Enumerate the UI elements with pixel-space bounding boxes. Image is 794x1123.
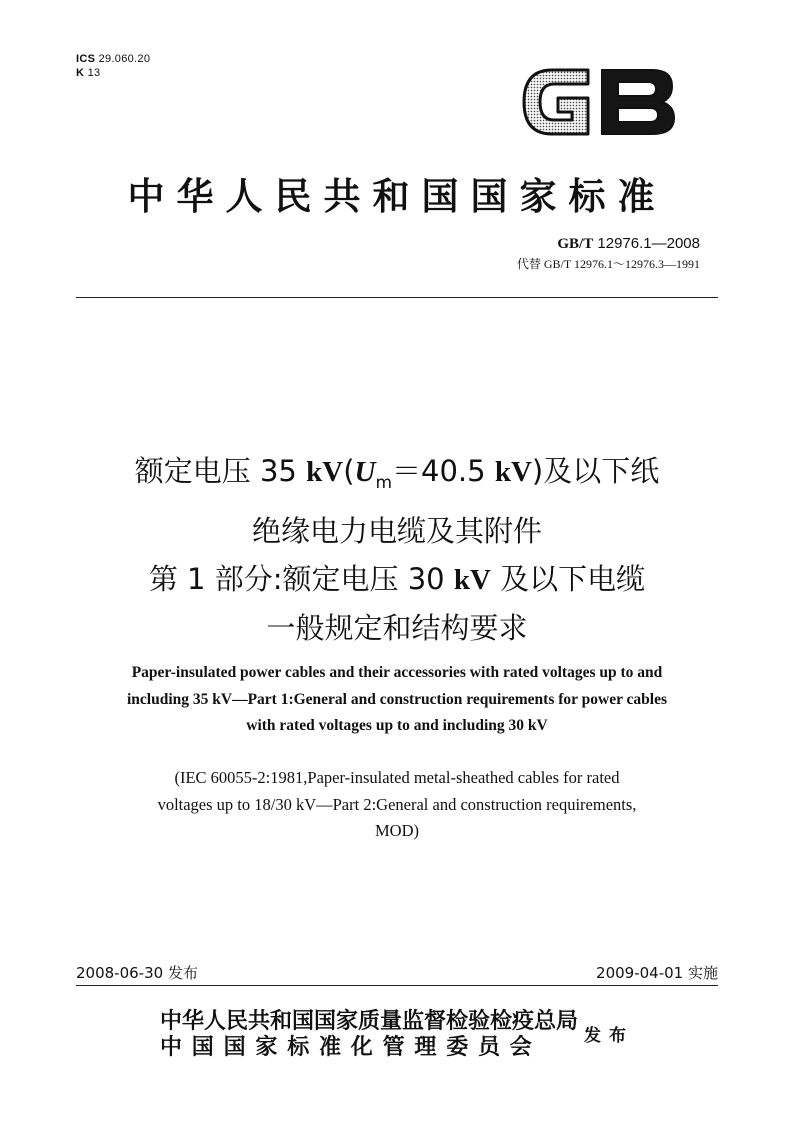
- replaces-standard: 代替 GB/T 12976.1～12976.3—1991: [516, 257, 700, 271]
- header-divider: [76, 297, 718, 298]
- english-title-line-1: Paper-insulated power cables and their accessories with rated voltages up to and: [131, 664, 663, 681]
- chinese-title-line-1: 额定电压 35 $kV(U_m=40.5$ kV)及以下纸: [134, 454, 660, 493]
- issue-date: 2008-06-30 发布: [76, 964, 198, 982]
- issuer-aqsiq: 中华人民共和国国家质量监督检验检疫总局: [160, 1008, 579, 1034]
- iec-reference-line-2: voltages up to 18/30 kV—Part 2:General and construction requirements,: [157, 794, 637, 814]
- chinese-title-line-3: 第 1 部分:额定电压 30 kV 及以下电缆: [148, 561, 646, 596]
- ccs-code: K 13: [76, 67, 101, 79]
- classification-codes: [76, 52, 150, 80]
- ics-code: ICS 29.060.20: [76, 53, 151, 65]
- iec-reference-line-1: (IEC 60055-2:1981,Paper-insulated metal-sheathed cables for rated: [174, 768, 620, 787]
- publish-label: 发布: [584, 1026, 634, 1046]
- logo-text: GB: [598, 108, 600, 109]
- issuing-authorities: [160, 1008, 578, 1060]
- iec-reference: [0, 765, 794, 845]
- standard-type-heading: 中华人民共和国国家标准: [127, 175, 667, 218]
- iec-reference-line-3: MOD): [375, 821, 419, 840]
- footer-divider: [76, 985, 718, 986]
- english-title-line-3: with rated voltages up to and including 30 kV: [246, 717, 548, 734]
- issuer-sac: 中国国家标准化管理委员会: [160, 1034, 542, 1060]
- standard-number: GB/T 12976.1—2008: [557, 235, 700, 252]
- implementation-date: 2009-04-01 实施: [596, 964, 718, 982]
- chinese-title-line-2: 绝缘电力电缆及其附件: [251, 513, 542, 548]
- english-title-line-2: including 35 kV—Part 1:General and construction requirements for power cables: [126, 690, 668, 708]
- english-title: [0, 660, 794, 740]
- chinese-title: [0, 447, 794, 652]
- chinese-title-line-4: 一般规定和结构要求: [266, 610, 528, 645]
- gb-logo: [518, 62, 678, 142]
